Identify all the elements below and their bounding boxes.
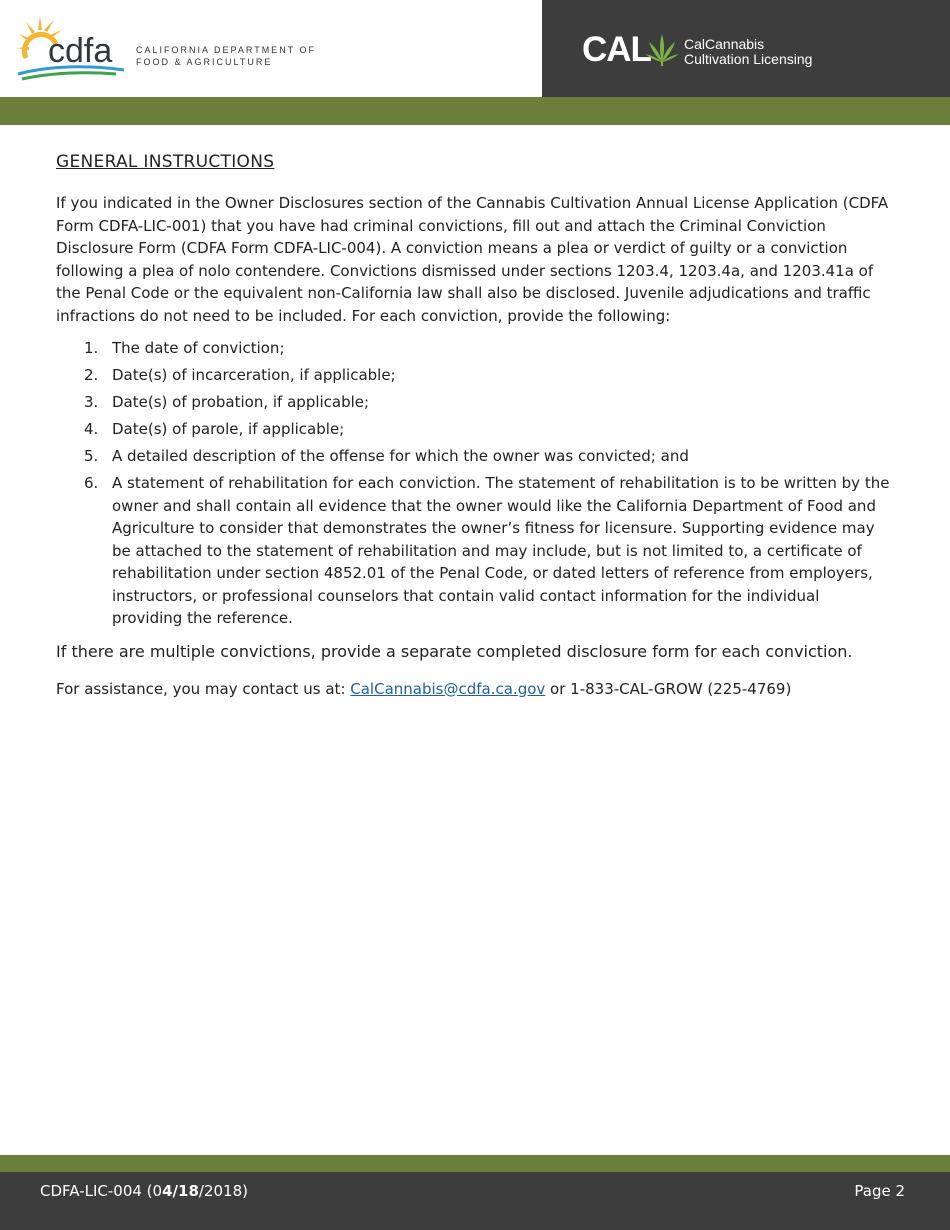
list-item-number: 6. [84, 474, 99, 492]
page-number: Page 2 [854, 1182, 905, 1200]
agency-line-1: CALIFORNIA DEPARTMENT OF [136, 45, 317, 55]
cannabis-leaf-icon [645, 34, 679, 66]
list-item [56, 445, 892, 468]
list-item-text: The date of conviction; [112, 339, 285, 357]
agency-line-2: FOOD & AGRICULTURE [136, 57, 273, 67]
list-item [56, 337, 892, 360]
list-item-text: Date(s) of incarceration, if applicable; [112, 366, 396, 384]
requirements-list [56, 337, 892, 630]
assistance-suffix: or 1-833-CAL-GROW (225-4769) [545, 679, 792, 698]
cdfa-sun-logo-icon [16, 14, 128, 86]
footer-green-band [0, 1155, 950, 1172]
assistance-line [56, 678, 892, 700]
list-item-text: A statement of rehabilitation for each conviction. The statement of rehabilitation is to be written by the owner and shall contain all evidence that the owner would like the California Department of Food and Agriculture to consider that demonstrates the owner’s fitness for licensure. Supporting evidence may be attached to the statement of rehabilitation and may include, but is not limited to, a certificate of rehabilitation under section 4852.01 of the Penal Code, or dated letters of reference from employers, instructors, or professional counselors that contain valid contact information for the individual providing the reference. [112, 474, 890, 627]
section-title: GENERAL INSTRUCTIONS [56, 152, 275, 172]
list-item-number: 5. [84, 447, 99, 465]
list-item-number: 2. [84, 366, 99, 384]
program-name [684, 37, 812, 67]
multiple-convictions-note: If there are multiple convictions, provide a separate completed disclosure form for each conviction. [56, 641, 853, 661]
email-link[interactable]: CalCannabis@cdfa.ca.gov [350, 679, 546, 698]
program-line-2: Cultivation Licensing [684, 51, 813, 67]
list-item [56, 418, 892, 441]
list-item [56, 472, 892, 630]
main-content [56, 150, 892, 700]
form-id [40, 1182, 248, 1200]
list-item [56, 364, 892, 387]
header-green-band [0, 97, 950, 125]
list-item-number: 3. [84, 393, 99, 411]
cal-logo-text: CAL [582, 30, 651, 69]
agency-name [136, 44, 316, 68]
program-line-1: CalCannabis [684, 36, 765, 52]
intro-paragraph: If you indicated in the Owner Disclosures section of the Cannabis Cultivation Annual License Application (CDFA Form CDFA-LIC-001) that you have had criminal convictions, fill out and attach the Criminal Conviction Disclosure Form (CDFA Form CDFA-LIC-004). A conviction means a plea or verdict of guilty or a conviction following a plea of nolo contendere. Convictions dismissed under sections 1203.4, 1203.4a, and 1203.41a of the Penal Code or the equivalent non-California law shall also be disclosed. Juvenile adjudications and traffic infractions do not need to be included. For each conviction, provide the following: [56, 194, 889, 325]
list-item-number: 1. [84, 339, 99, 357]
footer-bar [0, 1172, 950, 1230]
list-item-text: Date(s) of parole, if applicable; [112, 420, 345, 438]
logo-text: cdfa [48, 32, 113, 70]
list-item [56, 391, 892, 414]
assistance-prefix: For assistance, you may contact us at: [56, 679, 351, 698]
list-item-number: 4. [84, 420, 99, 438]
form-id-date: 4/18 [162, 1182, 199, 1200]
list-item-text: A detailed description of the offense for which the owner was convicted; and [112, 447, 689, 465]
form-id-suffix: /2018) [198, 1182, 248, 1200]
form-id-prefix: CDFA-LIC-004 (0 [40, 1182, 163, 1200]
list-item-text: Date(s) of probation, if applicable; [112, 393, 370, 411]
